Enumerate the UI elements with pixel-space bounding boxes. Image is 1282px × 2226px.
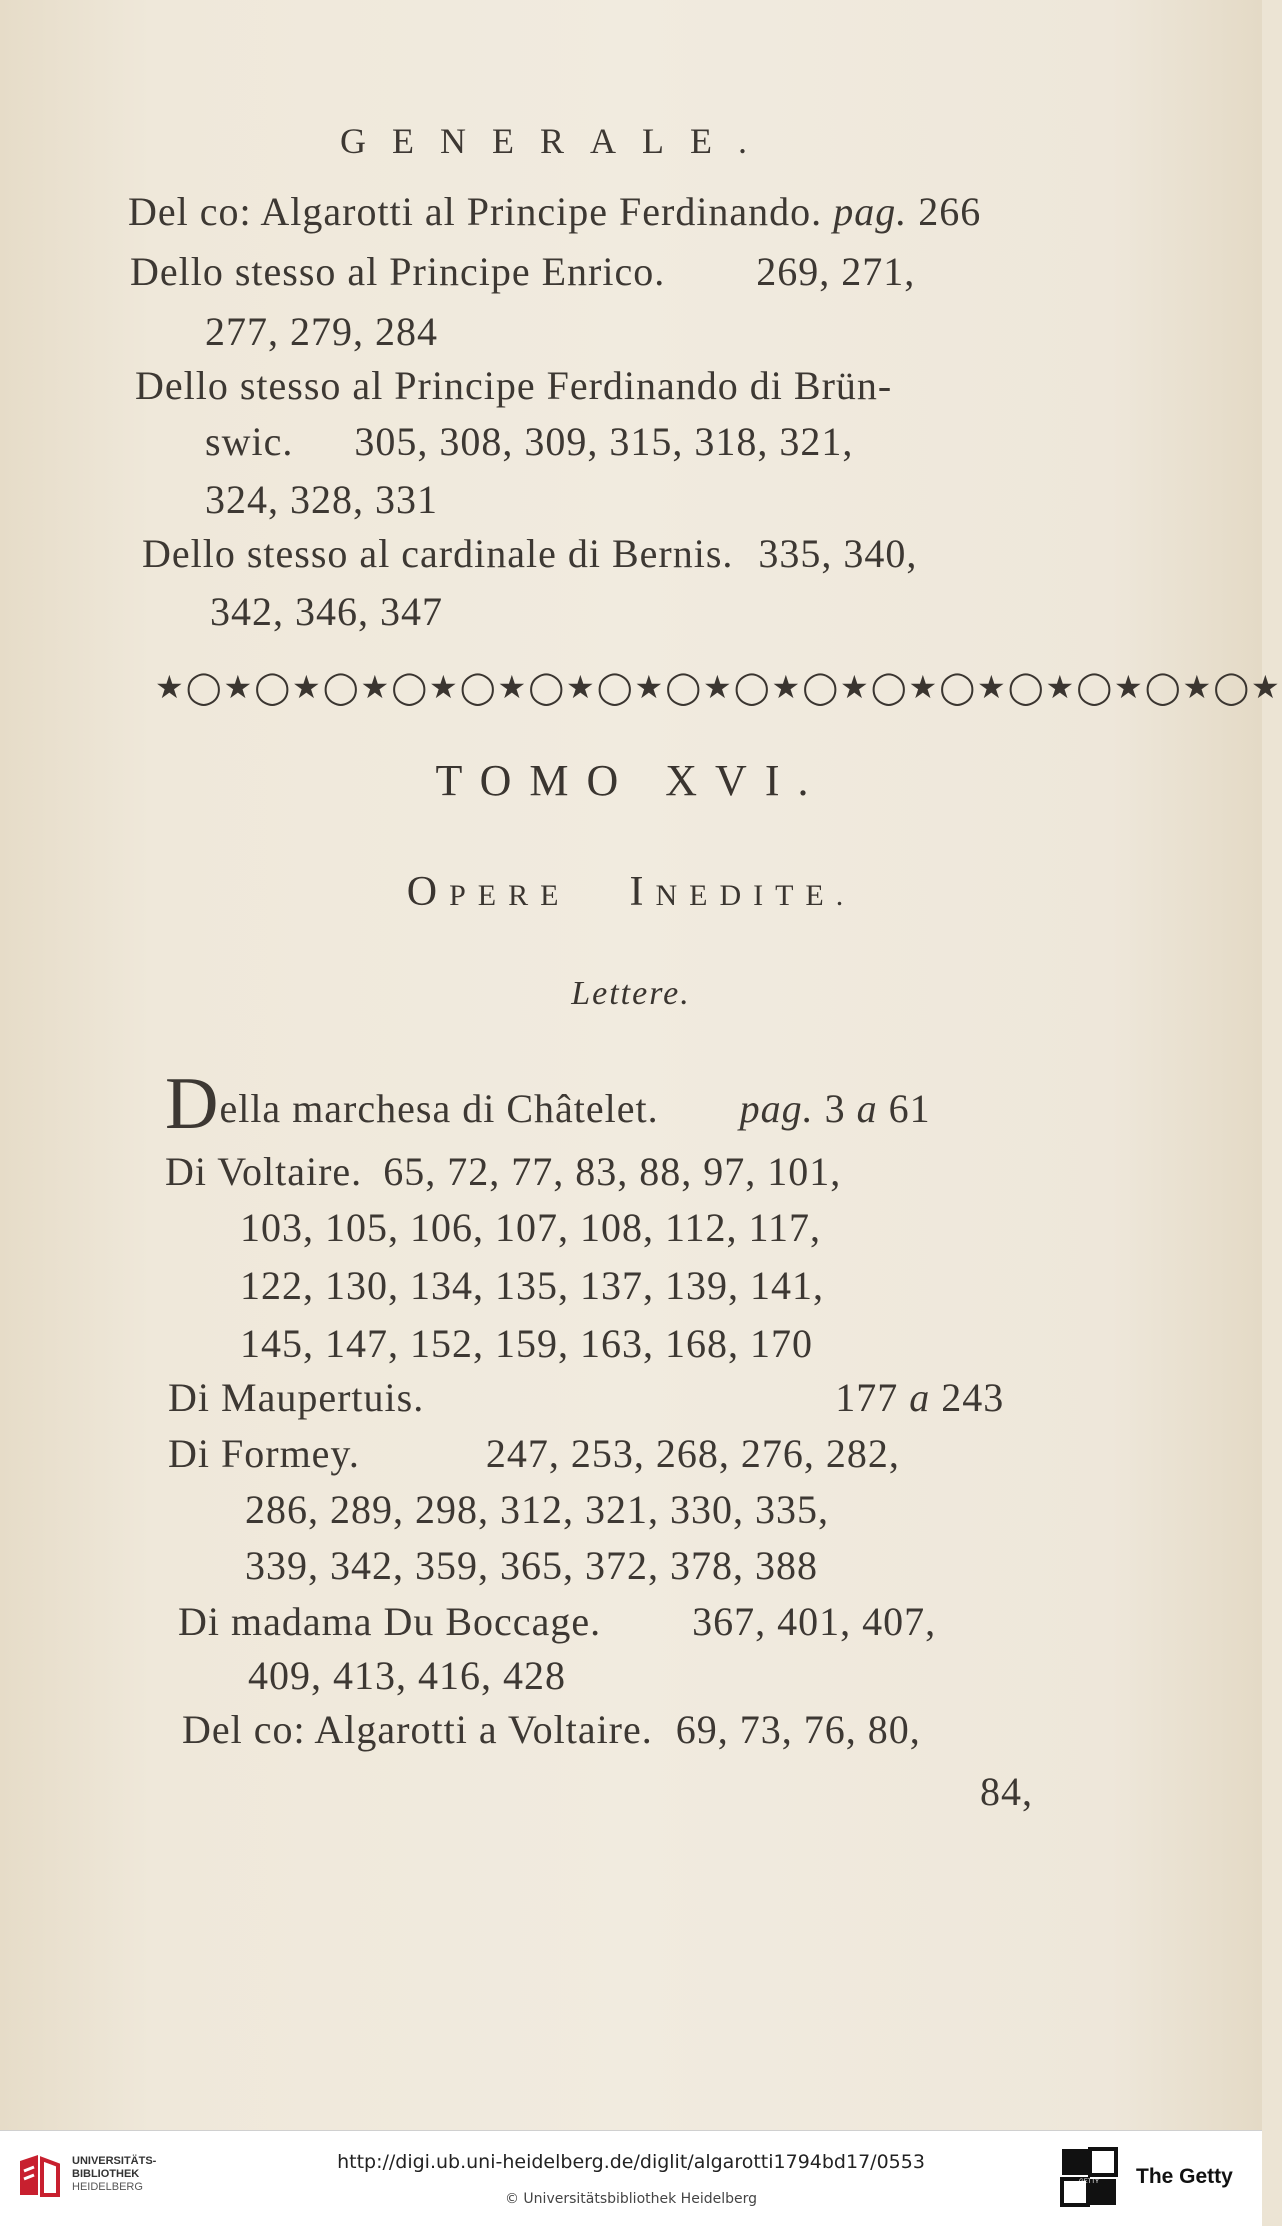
institution-line: HEIDELBERG [72,2181,143,2193]
entry-text: Del co: Algarotti a Voltaire. [182,1707,653,1752]
page-numbers: 269, 271, [756,249,916,294]
entry-text: Dello stesso al cardinale di Bernis. [142,531,734,576]
entry-text: Di Formey. [168,1431,360,1476]
getty-logo-icon [1060,2147,1118,2207]
subtitle-initial: O [406,869,450,915]
entry-line: 409, 413, 416, 428 [248,1653,566,1698]
running-head [340,120,773,162]
entry-line [182,1706,921,1753]
entry-line: 342, 346, 347 [210,589,443,634]
entry-text: swic. [205,419,294,464]
volume-title: TOMO XVI. [435,756,827,805]
viewer-footer [0,2130,1262,2226]
entry-text: ella marchesa di Châtelet. [219,1086,659,1131]
entry-line [178,1598,936,1645]
entry-line: 324, 328, 331 [205,477,438,522]
section-subtitle [0,868,1262,916]
entry-line: Dello stesso al Principe Ferdinando di Brün- [135,363,893,408]
entry-line: 286, 289, 298, 312, 321, 330, 335, [245,1487,829,1532]
entry-text: Dello stesso al Principe Enrico. [130,249,666,294]
entry-line: 277, 279, 284 [205,309,438,354]
entry-line: 339, 342, 359, 365, 372, 378, 388 [245,1543,818,1588]
entry-line: 103, 105, 106, 107, 108, 112, 117, [240,1205,822,1250]
page-number: 177 [835,1375,899,1420]
permalink-url[interactable]: http://digi.ub.uni-heidelberg.de/diglit/algarotti1794bd17/0553 [337,2151,925,2173]
range-word: a [856,1086,878,1131]
entry-line [168,1374,1004,1421]
entry-line [130,248,915,295]
lettere-heading: Lettere. [571,975,691,1012]
page-abbrev: pag. [739,1086,814,1131]
page-numbers: 335, 340, [758,531,918,576]
institution-line: BIBLIOTHEK [72,2168,140,2180]
page-number: 61 [888,1086,931,1131]
drop-cap: D [165,1063,220,1145]
running-head-text: GENERALE. [340,121,773,161]
page-abbrev: pag. [833,189,908,234]
range-word: a [909,1375,931,1420]
entry-text: Di Voltaire. [165,1149,363,1194]
entry-line [205,418,853,465]
page-numbers: 367, 401, 407, [692,1599,937,1644]
entry-line: 145, 147, 152, 159, 163, 168, 170 [240,1321,813,1366]
page-number: 266 [918,189,982,234]
entry-line: 84, [980,1769,1033,1814]
subtitle-word: PERE [449,879,571,912]
ornament-divider: ★◯★◯★◯★◯★◯★◯★◯★◯★◯★◯★◯★◯★◯★◯★◯★◯★ [155,668,1282,706]
entry-text: Di Maupertuis. [168,1375,425,1420]
entry-line: 122, 130, 134, 135, 137, 139, 141, [240,1263,824,1308]
subtitle-word: NEDITE. [655,879,856,912]
entry-text: Di madama Du Boccage. [178,1599,602,1644]
page-numbers: 65, 72, 77, 83, 88, 97, 101, [383,1149,842,1194]
page-number: 243 [941,1375,1005,1420]
entry-line [165,1063,931,1145]
entry-line [142,530,917,577]
entry-text: Del co: Algarotti al Principe Ferdinando. [128,189,823,234]
entry-line [168,1430,900,1477]
getty-name[interactable]: The Getty [1136,2165,1233,2188]
copyright-notice: © Universitätsbibliothek Heidelberg [504,2191,757,2207]
page-number: 3 [824,1086,846,1131]
subtitle-initial: I [629,869,656,915]
entry-line [128,188,981,235]
institution-line: UNIVERSITÄTS- [72,2155,157,2167]
entry-line [165,1148,841,1195]
page-numbers: 305, 308, 309, 315, 318, 321, [354,419,854,464]
svg-text:GETTY: GETTY [1078,2179,1100,2185]
page-numbers: 247, 253, 268, 276, 282, [485,1431,900,1476]
page-numbers: 69, 73, 76, 80, [675,1707,921,1752]
